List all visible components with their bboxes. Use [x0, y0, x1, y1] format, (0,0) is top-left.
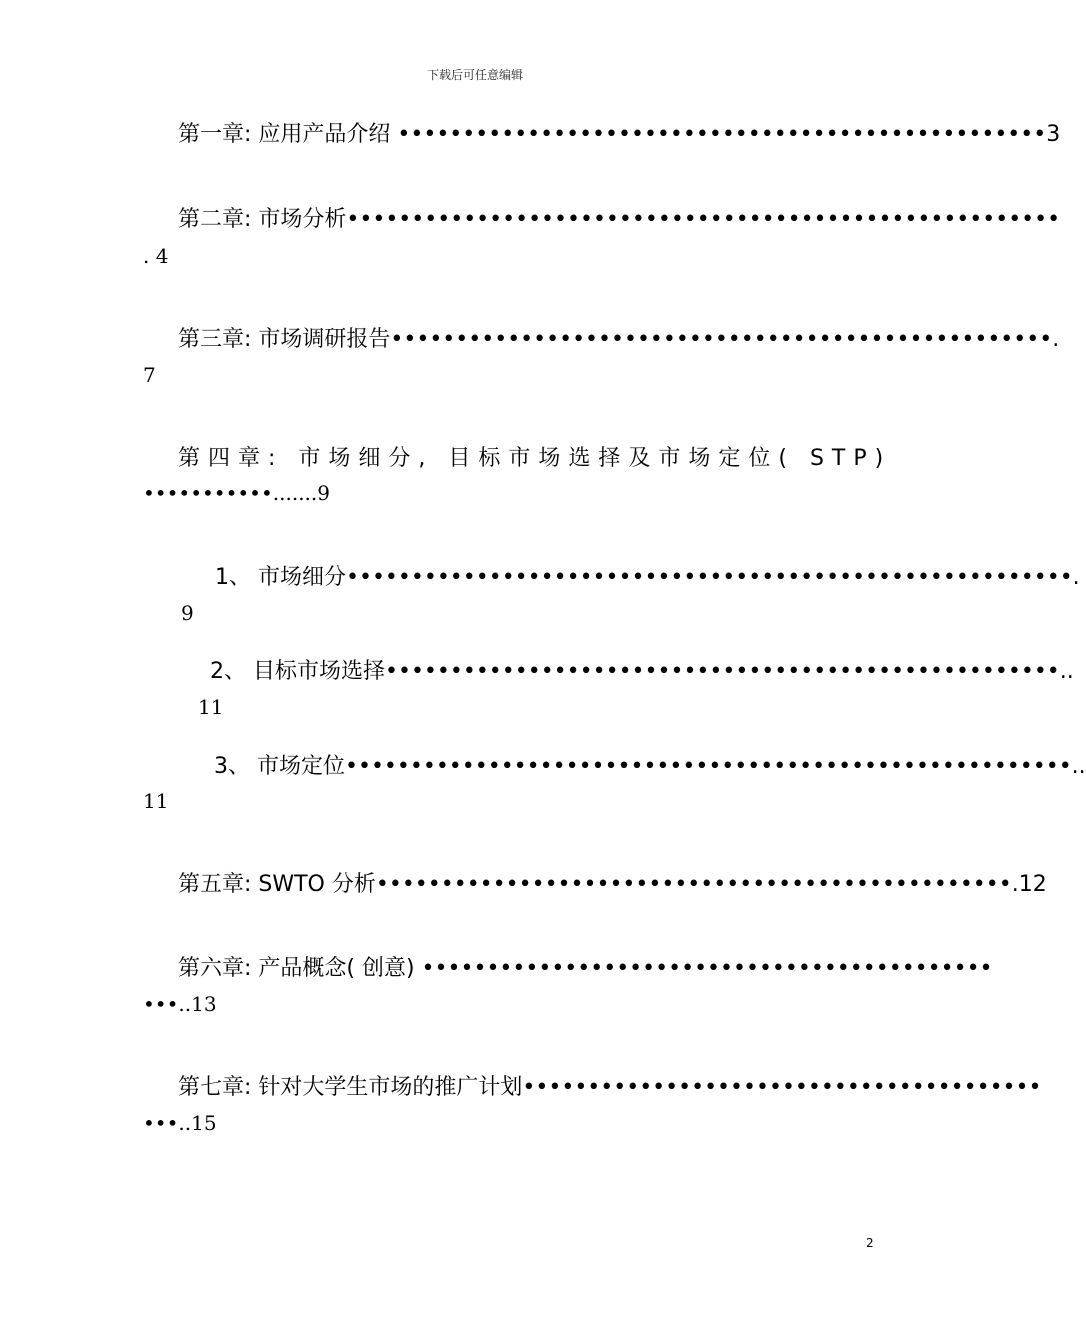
toc-chapter-7-page: •••..15: [143, 1111, 217, 1135]
toc-section-2-page: 11: [198, 695, 224, 719]
page-number: 2: [866, 1236, 874, 1250]
toc-section-1-page: 9: [181, 601, 194, 625]
toc-section-2[interactable]: 2、 目标市场选择••••••••••••••••••••••••••••••••••••••••••••••••••••..: [210, 659, 1074, 684]
toc-section-1[interactable]: 1、 市场细分••••••••••••••••••••••••••••••••••••••••••••••••••••••••.: [215, 565, 1080, 590]
toc-chapter-5[interactable]: 第五章: SWTO 分析•••••••••••••••••••••••••••••••••••••••••••••••••.12: [178, 872, 1047, 897]
toc-chapter-2[interactable]: 第二章: 市场分析•••••••••••••••••••••••••••••••••••••••••••••••••••••••: [178, 207, 1061, 232]
toc-chapter-1[interactable]: 第一章: 应用产品介绍 ••••••••••••••••••••••••••••••••••••••••••••••••••3: [178, 122, 1061, 147]
toc-section-3[interactable]: 3、 市场定位••••••••••••••••••••••••••••••••••••••••••••••••••••••••..: [214, 754, 1086, 779]
toc-chapter-4[interactable]: 第四章: 市场细分, 目标市场选择及市场定位( STP): [178, 446, 892, 471]
toc-section-3-page: 11: [143, 789, 169, 813]
toc-chapter-3-page: 7: [143, 363, 156, 387]
toc-chapter-3[interactable]: 第三章: 市场调研报告•••••••••••••••••••••••••••••••••••••••••••••••••••.: [178, 327, 1060, 352]
toc-chapter-2-page: . 4: [143, 244, 169, 268]
toc-chapter-6[interactable]: 第六章: 产品概念( 创意) ••••••••••••••••••••••••••••••••••••••••••••: [178, 956, 993, 981]
page-header: 下载后可任意编辑: [426, 68, 523, 82]
toc-chapter-4-page: •••••••••••.......9: [143, 481, 330, 505]
toc-chapter-6-page: •••..13: [143, 992, 217, 1016]
toc-chapter-7[interactable]: 第七章: 针对大学生市场的推广计划••••••••••••••••••••••••••••••••••••••••: [178, 1075, 1042, 1100]
